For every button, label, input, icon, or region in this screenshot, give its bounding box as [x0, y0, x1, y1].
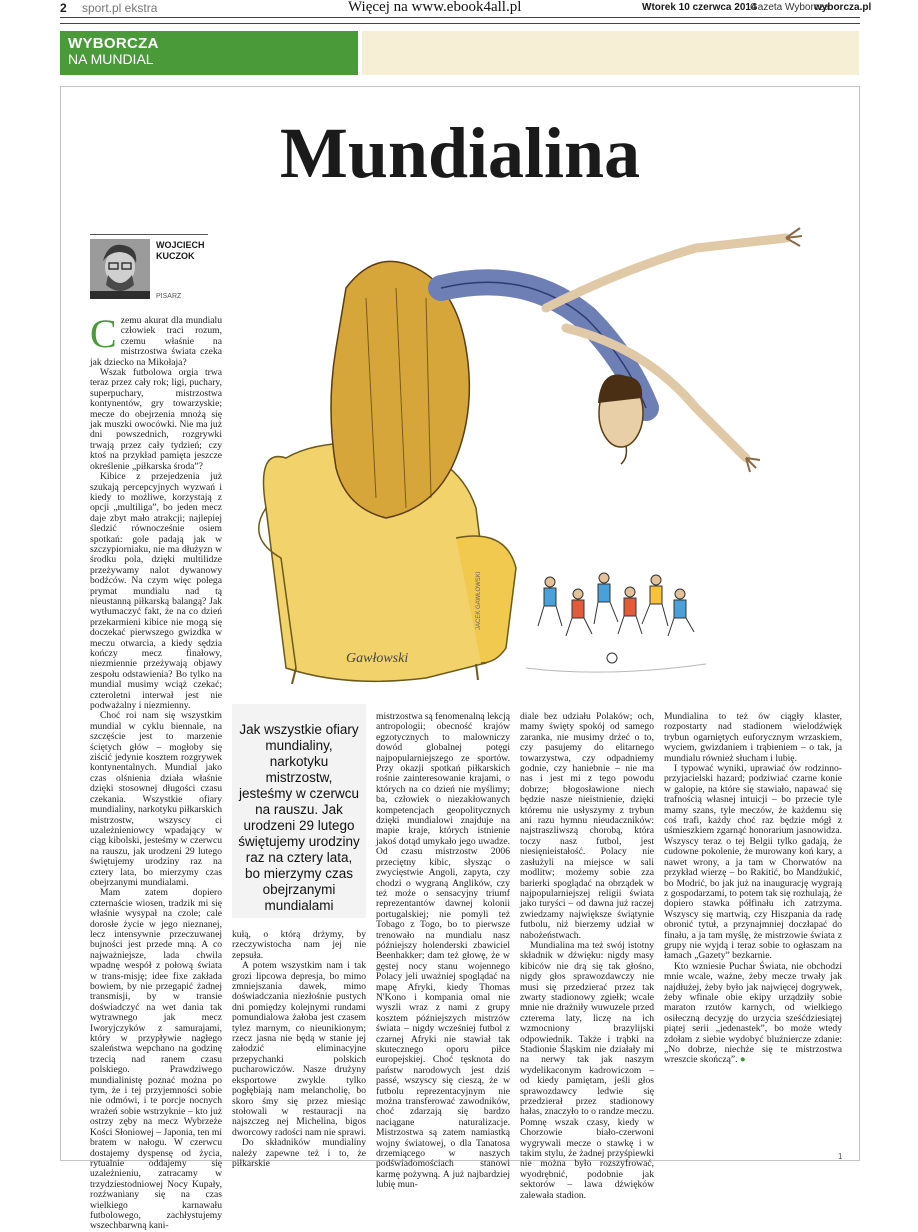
author-role: PISARZ [156, 293, 182, 300]
article-column-4 [520, 711, 654, 1201]
paragraph: Kibice z przejedzenia już szukają percepcyjnych wyzwań i kiedy to możliwe, korzystają z opcji „multiliga”, bo jeden mecz daje zbyt mało atrakcji; najlepiej śledzić równocześnie osiem spotkań: gole padają jak w szczypiorniaku, nie ma dłużyzn w środku pola, dzięki multilidze przeżywamy nalot dywanowy bodźców. Na czym więc polega prymat mundialu nad tą nieustanną piłkarską balangą? Jak wytłumaczyć fakt, że na co dzień przekarmieni kibice nie mogą się doczekać pierwszego gwizdka w meczu otwarcia, a kiedy sędzia kończy mecz finałowy, niezmiennie przeżywają objawy zespołu odstawienia? Bo tylko na mundial musimy wciąż czekać; czteroletni interwał jest nie podważalny i niezmienny. [90, 471, 222, 712]
footer-page-number: 1 [838, 1152, 843, 1161]
author-first-name: WOJCIECH [156, 240, 205, 250]
illustration-credit: JACEK GAWŁOWSKI [476, 571, 482, 630]
paragraph: A potem wszystkim nam i tak grozi lipcowa depresja, bo mimo zmniejszania dawek, mimo doświadczania niezłośnie pustych dni pomiędzy kolejnymi rundami pomundialowa żałoba jest czasem tylez marnym, co nieunikionym; rzecz jasna nie będą w stanie jej załodzić eliminacyjne przepychanki polskich pucharowiczów. Nasze drużyny eksportowe zwykle tylko pogłębiają nam melancholię, bo skoro śmy się przez miesiąc stołowali w restauracji na najszczeg nej Michelina, bigos dworcowy radości nam nie sprawi. [232, 960, 367, 1138]
lead-text: zemu akurat dla mundialu człowiek traci rozum, czemu właśnie na mistrzostwa świata czeka jak dziecko na Mikołaja? [90, 315, 222, 368]
paragraph: diale bez udziału Polaków; och, mamy święty spokój od samego zaranka, nie musimy drżeć o to, czy pasujemy do elitarnego towarzystwa, czy odpadniemy godnie, czy haniebnie – nie ma nas i jest mi z tego powodu dobrze; błogosławione niech będzie nasze nieistnienie, dzięki któremu nie usłyszymy z trybun ani razu hymnu nieudaczników: najstraszliwszą chorobą, która toczy nasz futbol, jest niesięnieistałość. Polacy nie zasłużyli na miejsce w sali modlitw; możemy sobie zza barierki spoglądać na obrządek w najpopularniejszej religii świata jako turyści – od dawna już raczej zwiedzamy największe świątynie futbolu, niż bierzemy udział w nabożeństwach. [520, 711, 654, 941]
section-badge [60, 31, 358, 75]
article-column-2 [232, 929, 367, 1169]
promo-text: Więcej na www.ebook4all.pl [348, 0, 522, 15]
badge-subtitle: NA MUNDIAL [68, 51, 154, 67]
illustration-signature: Gawłowski [346, 651, 409, 666]
top-rule [60, 17, 860, 18]
top-bar [44, 0, 874, 16]
badge-title: WYBORCZA [68, 35, 159, 52]
author-last-name: KUCZOK [156, 251, 195, 261]
paragraph: Mam zatem dopiero czternaście wiosen, tradzik mi się właśnie wysypał na czole; cale dorosłe życie w jego nieznanej, lecz intensywnie przeczuwanej bujności jest przede mną. A co najważniejsze, lada chwila wpadnę wespół z połową świata w trans-misję; idee fixe zakłada bowiem, by nie przegapić żadnej transmisji, by w transie doświadczyć na wet dania tak wytrawnego jak mecz Iworyjczyków z samurajami, który w przypływie nagłego szaleństwa wepchano na godzinę trzecią nad ranem czasu polskiego. Prawdziwego mundialinistę poznać można po tym, że i tej przyjemności sobie nie odmówi, i te porcje nocnych wrażeń sobie wstrzyknie – kto już ostrzy zęby na mecz Wybrzeże Kości Słoniowej – Japonia, ten mi bratem w nałogu. W czerwcu dostajemy dyspensę od życia, rytualnie oddajemy się uzależnieniu, zatracamy w trzydziestodniowej Nocy Kupały, rozźwaniany się na czas wielkiego karnawału futbolowego, zachłystujemy wszechbarwną kani- [90, 887, 222, 1232]
author-box [90, 234, 208, 304]
article-column-5 [664, 712, 842, 1152]
closing-text: Kto wzniesie Puchar Świata, nie obchodzi mnie wcale, ważne, żeby mecze trwały jak najdłużej, żeby było jak najwięcej dogrywek, żeby wfinale obie ekipy urządziły sobie maraton rzutów karnych, od wielkiego osiłeczną decyzję do urzycia sześćdziesiątej piątej serii „jedenastek”, bo może wtedy zdołam z siebie wydobyć bluźniercze zdanie: „No dobrze, niechże się te mistrzostwa wreszcie skończą”. [664, 960, 842, 1066]
paragraph: I typować wyniki, uprawiać ów rodzinno-przyjacielski hazard; podziwiać czarne konie w galopie, na które się stawiało, napawać się trafnością własnej intuicji – bo przecie tyle mamy szans, tyle meczów, że każdemu się coś trafi, każdy choć raz będzie mógł z uśmieszkiem zgarnąć honorarium jasnowidza. Wszyscy teraz o tej Belgii tylko gadają, że cudowne pokolenie, że murowany koń kary, a nawet wrony, a ja tam w Chorwatów na przykład wierzę – bo Rakitić, bo Mandżukić, bo Modrić, bo jak już na inaugurację wygrają z gospodarzami, to potem tak się rozhulają, że dopiero stawka półfinału ich zatrzyma. Wszyscy się martwią, czy Hiszpania da radę obronić tytuł, a przynajmniej doczłapać do finału, a ja tam myślę, że mistrzowie świata z grupy nie wyjdą i teraz sobie to ogłaszam na łamach „Gazety” bezkarnie. [664, 763, 842, 962]
paragraph: Mundialina to też ów ciągły klaster, rozpostarty nad stadionem wielodźwięk trybun ogarniętych euforycznym wrzaskiem, wyciem, gwizdaniem i trąbieniem – o tak, ja mundialu również słucham i lubię. [664, 711, 842, 764]
site-name: wyborcza.pl [814, 2, 872, 13]
article-column-1 [90, 311, 222, 1232]
lead-paragraph [90, 311, 222, 368]
paragraph: mistrzostwa są fenomenalną lekcją antropologii; obecność krajów egzotycznych to malowniczy dowód globalnej potęgi najpopularniejszego ze sportów. Przy okazji spotkań piłkarskich rośnie zainteresowanie krajami, o których na co dzień nie myślimy; ba, człowiek o niezakłowanych kompetencjach geopolitycznych dzięki mundialowi znajduje na mapie kraje, których istnienie jakoś dotąd umykało jego uwadze. Od czasu mistrzostw 2006 przeciętny kibic, słysząc o zwycięstwie Angoli, zapyta, czy chodzi o wygraną Anglików, czy też może o sensacyjny triumf reprezentantów dawnej kolonii portugalskiej; nie pomyli też Tobago z Togo, bo to pierwsze trenowało na mundialu nasz późniejszy holenderski zbawiciel Beenhakker; dam też głowę, że w gęstej nocy stanu wojennego Polacy jeli uważniej spoglądać na mapę Afryki, kiedy Thomas N'Kono i kompania omal nie wyszli wraz z nami z grupy kosztem późniejszych mistrzów świata – nigdy wcześniej futbol z czarnej Afryki nie stawiał tak skutecznego oporu piłce europejskiej. Choć tęsknota do państw narodowych jest dziś passé, wszyscy się cieszą, że w futbolu reprezentacyjnym nie można transferować zawodników, choć zdarzają się bardzo naciągane naturalizacje. Mistrzostwa są zatem namiastką wojny światowej, o dla Tanatosa drzemiącego w naszych podświadomościach stanowi karmę pożywną. A już najbardziej lubię mun- [376, 711, 510, 1191]
dropcap: C [90, 311, 117, 356]
paragraph: Mundialina ma też swój istotny składnik w dźwięku: nigdy masy kibiców nie drą się tak głośno, nigdy głos sprawozdawczy nie musi się przedzierać przez tak zwarty stadionowy zgiełk; wcale mnie nie drażniły wuwuzele przed czterema laty, liczę na ich wzmocniony brazylijski odpowiednik. Także i trąbki na Stadionie Śląskim nie działały mi na nerwy tak jak naszym wydelikaconym kadrowiczom – od kiedy pamiętam, jeśli głos sprawozdawcy ledwie się przedzierał przez stadionowy hałas, znaczyło to o randze meczu. Pomnę wszak czasy, kiedy w Chorzowie biało-czerwoni wygrywali mecze o stawkę i w takim stylu, że żadnej przyśpiewki nie można było rozszyfrować, wyodrębnić, podobnie jak sektorów – lawa dźwięków zalewała stadion. [520, 939, 654, 1201]
header-band [362, 31, 859, 75]
illustration [226, 208, 856, 708]
paragraph: Do składników mundialiny należy zapewne też i to, że piłkarskie [232, 1137, 366, 1169]
paragraph: Wszak futbolowa orgia trwa teraz przez cały rok; ligi, puchary, superpuchary, mistrzostwa kontynentów, gry towarzyskie; mecze do obejrzenia mnożą się jak muszki owocówki. Nie ma już dni powszednich, rozgrywki trwają przez cały tydzień; czy ktoś na przykład pamięta jeszcze określenie „piłkarska środa”? [90, 367, 222, 472]
headline: Mundialina [279, 113, 641, 193]
page-number: 2 [60, 1, 67, 15]
pull-quote-box [232, 704, 366, 918]
article-column-3 [376, 711, 510, 1191]
paragraph [664, 962, 842, 1066]
pull-quote: Jak wszystkie ofiary mundialiny, narkotyku mistrzostw, jesteśmy w czerwcu na rauszu. Jak urodzeni 29 lutego świętujemy urodziny raz na cztery lata, bo mierzymy czas obejrzanymi mundialami [238, 722, 360, 913]
paragraph: kułą, o którą drżymy, by rzeczywistocha nam jej nie zepsuła. [232, 929, 366, 961]
paragraph: Choć roi nam się wszystkim mundial w cyklu biennale, na szczęście jest to marzenie ściętych głów – mogłoby się ziścić jedynie kosztem rozgrywek kontynentalnych. Mundial jako czas olśnienia działa właśnie dzięki stosownej długości czasu czekania. Wszystkie ofiary mundialiny, narkotyku piłkarskich mistrzostw, wszyscy ci uzależnieniowcy wpadający w ciąg kibolski, jesteśmy w czerwcu na rauszu, jak urodzeni 29 lutego świętujemy urodziny raz na cztery lata, bo mierzymy czas obejrzanymi mundialami. [90, 710, 222, 888]
author-name [156, 240, 216, 262]
end-mark: ● [739, 1054, 746, 1066]
author-photo [90, 239, 150, 299]
issue-date: Wtorek 10 czerwca 2014 [642, 2, 757, 13]
top-rule-2 [60, 23, 860, 24]
paper-name: Gazeta Wyborcza [750, 2, 830, 13]
section-name: sport.pl ekstra [82, 1, 158, 15]
